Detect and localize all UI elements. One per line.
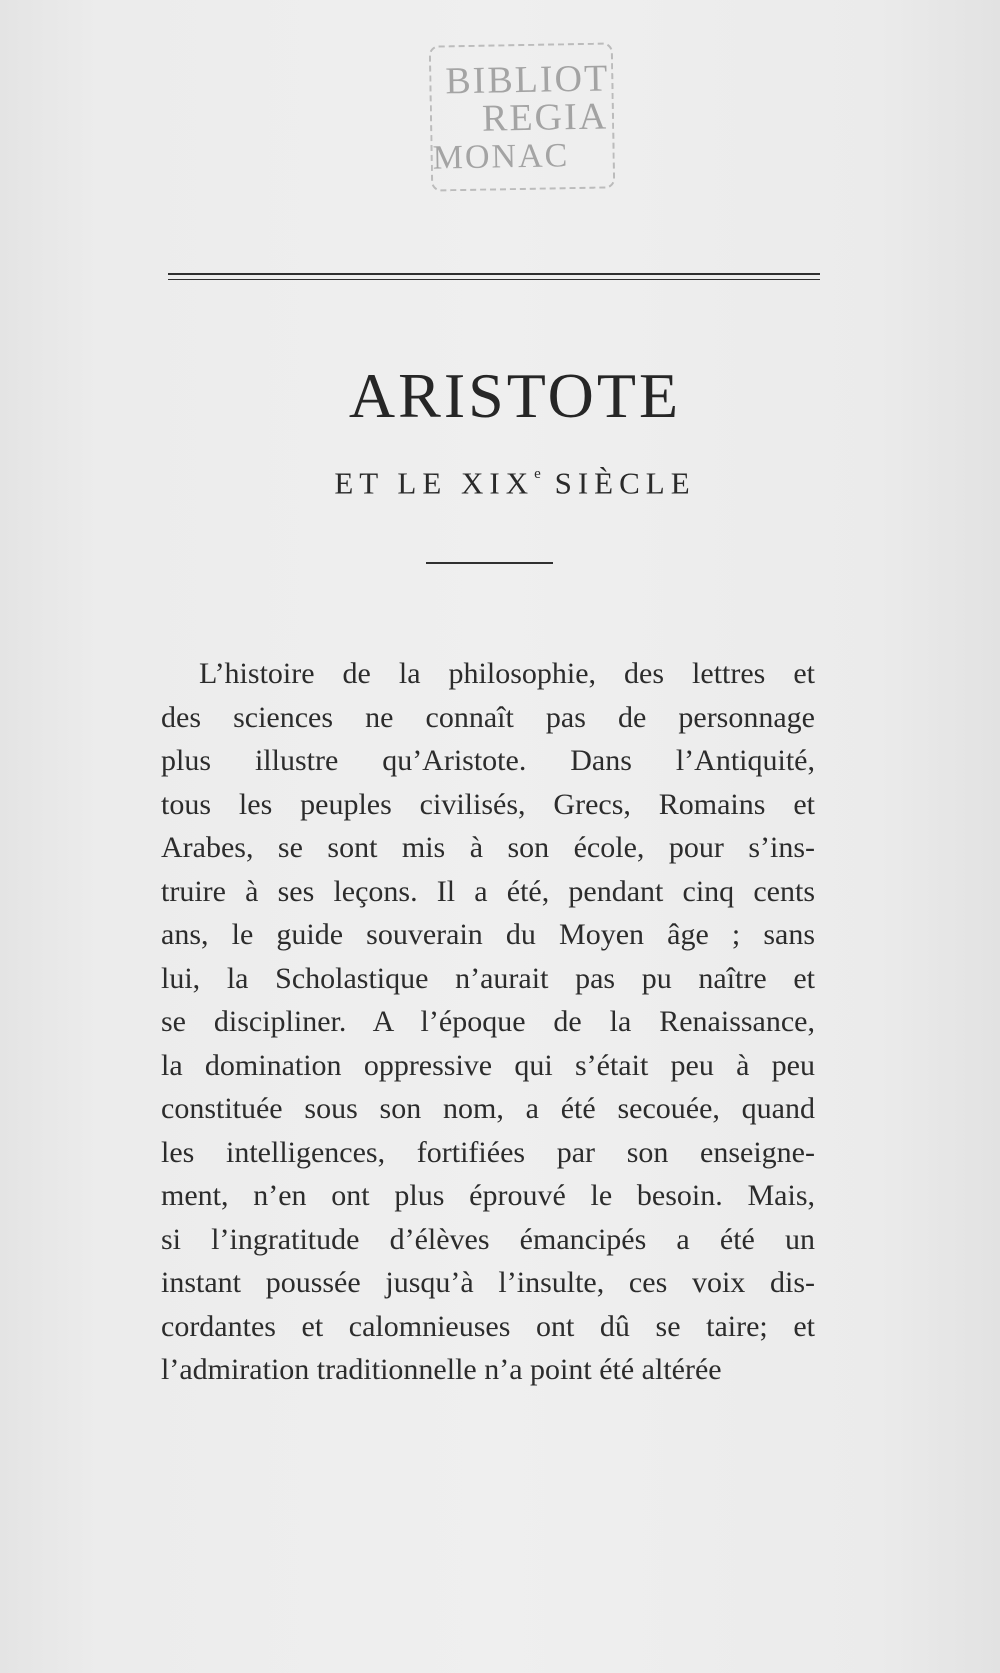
- text-line: cordantes et calomnieuses ont dû se taire; et: [161, 1309, 815, 1343]
- library-stamp: [429, 42, 616, 191]
- stamp-line-3: MONAC: [432, 137, 570, 177]
- text-line: l’admiration traditionnelle n’a point été altérée: [161, 1353, 722, 1386]
- text-line: Arabes, se sont mis à son école, pour s’ins-: [161, 831, 815, 864]
- text-line: ment, n’en ont plus éprouvé le besoin. Mais,: [161, 1179, 815, 1212]
- text-line: les intelligences, fortifiées par son enseigne-: [161, 1135, 815, 1169]
- title-divider-rule: [426, 562, 553, 564]
- text-line: L’histoire de la philosophie, des lettres et: [199, 657, 815, 690]
- subtitle-prefix: ET LE XIX: [334, 465, 535, 501]
- page-title: ARISTOTE: [348, 360, 682, 431]
- body-paragraph: [161, 652, 815, 1392]
- text-line: instant poussée jusqu’à l’insulte, ces voix dis-: [161, 1266, 815, 1299]
- text-line: si l’ingratitude d’élèves émancipés a été un: [161, 1222, 815, 1256]
- stamp-line-1: BIBLIOT: [444, 57, 610, 103]
- text-line: ans, le guide souverain du Moyen âge ; sans: [161, 918, 815, 951]
- page-subtitle: [0, 458, 1000, 503]
- subtitle-suffix: SIÈCLE: [540, 465, 696, 501]
- subtitle-superscript: e: [534, 466, 541, 482]
- text-line: tous les peuples civilisés, Grecs, Romains et: [161, 787, 815, 821]
- text-line: se discipliner. A l’époque de la Renaissance,: [161, 1005, 815, 1038]
- header-double-rule: [168, 273, 820, 280]
- text-line: plus illustre qu’Aristote. Dans l’Antiquité,: [161, 744, 815, 777]
- text-line: truire à ses leçons. Il a été, pendant cinq cents: [161, 874, 815, 908]
- text-line: la domination oppressive qui s’était peu à peu: [161, 1048, 815, 1082]
- text-line: lui, la Scholastique n’aurait pas pu naître et: [161, 961, 815, 995]
- stamp-line-2: REGIA: [481, 95, 609, 140]
- text-line: des sciences ne connaît pas de personnage: [161, 700, 815, 734]
- text-line: constituée sous son nom, a été secouée, quand: [161, 1092, 815, 1125]
